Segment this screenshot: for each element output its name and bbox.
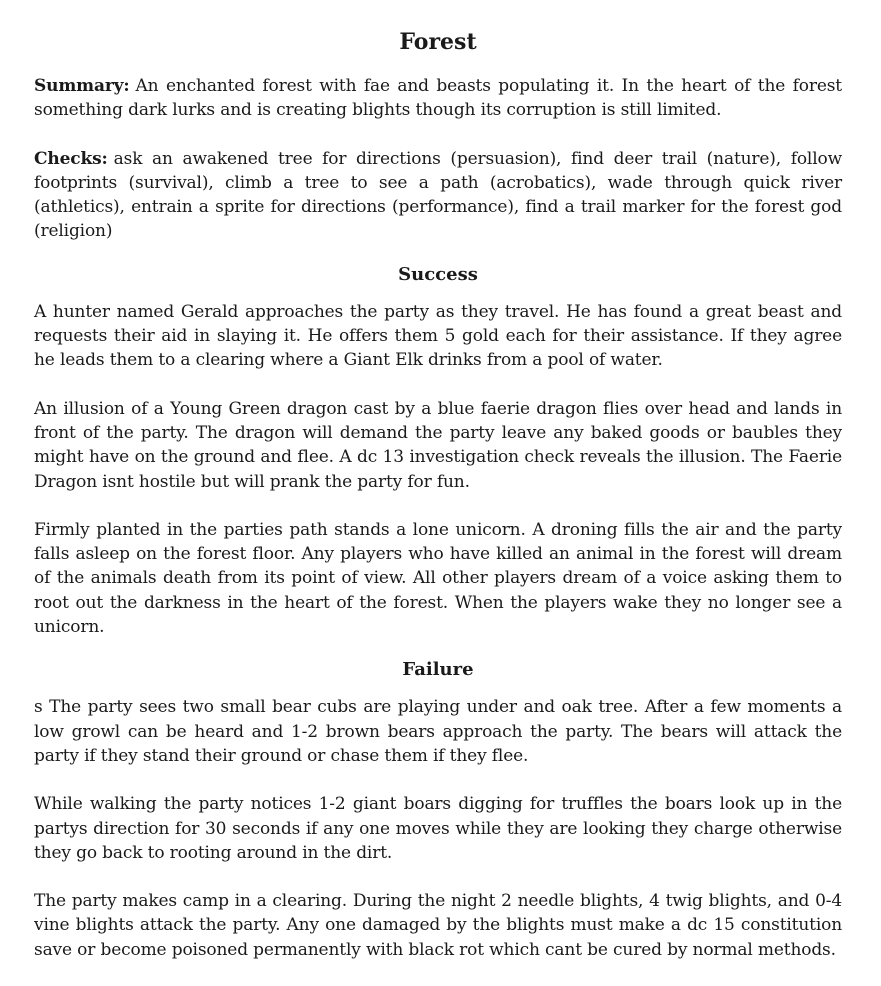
failure-paragraph-2: While walking the party notices 1-2 giant boars digging for truffles the boars look up in the partys direction for 30 seconds if any one moves while they are looking they charge otherwise they go back to rooting around in the dirt. — [34, 794, 842, 863]
checks-paragraph — [34, 147, 842, 244]
checks-label: Checks: — [34, 148, 108, 169]
summary-paragraph — [34, 74, 842, 123]
success-heading: Success — [398, 263, 478, 285]
page-title: Forest — [399, 29, 477, 55]
success-paragraph-3: Firmly planted in the parties path stands a lone unicorn. A droning fills the air and the party falls asleep on the forest floor. Any players who have killed an animal in the forest will dream of the animals death from its point of view. All other players dream of a voice asking them to root out the darkness in the heart of the forest. When the players wake they no longer see a unicorn. — [34, 519, 842, 638]
checks-text: ask an awakened tree for directions (persuasion), find deer trail (nature), follow footprints (survival), climb a tree to see a path (acrobatics), wade through quick river (athletics), entrain a sprite for directions (performance), find a trail marker for the forest god (religion) — [34, 148, 842, 242]
failure-heading: Failure — [402, 659, 474, 681]
success-paragraph-1: A hunter named Gerald approaches the party as they travel. He has found a great beast and requests their aid in slaying it. He offers them 5 gold each for their assistance. If they agree he leads them to a clearing where a Giant Elk drinks from a pool of water. — [34, 301, 842, 371]
failure-paragraph-1: s The party sees two small bear cubs are playing under and oak tree. After a few moments a low growl can be heard and 1-2 brown bears approach the party. The bears will attack the party if they stand their ground or chase them if they flee. — [34, 697, 842, 766]
success-paragraph-2: An illusion of a Young Green dragon cast by a blue faerie dragon flies over head and lands in front of the party. The dragon will demand the party leave any baked goods or baubles they might have on the ground and flee. A dc 13 investigation check reveals the illusion. The Faerie Dragon isnt hostile but will prank the party for fun. — [34, 398, 842, 492]
summary-text: An enchanted forest with fae and beasts populating it. In the heart of the forest something dark lurks and is creating blights though its corruption is still limited. — [34, 76, 842, 121]
document-page — [34, 26, 842, 986]
summary-label: Summary: — [34, 76, 130, 96]
failure-paragraph-3: The party makes camp in a clearing. During the night 2 needle blights, 4 twig blights, and 0-4 vine blights attack the party. Any one damaged by the blights must make a dc 15 constitution save or become poisoned permanently with black rot which cant be cured by normal methods. — [34, 891, 842, 960]
